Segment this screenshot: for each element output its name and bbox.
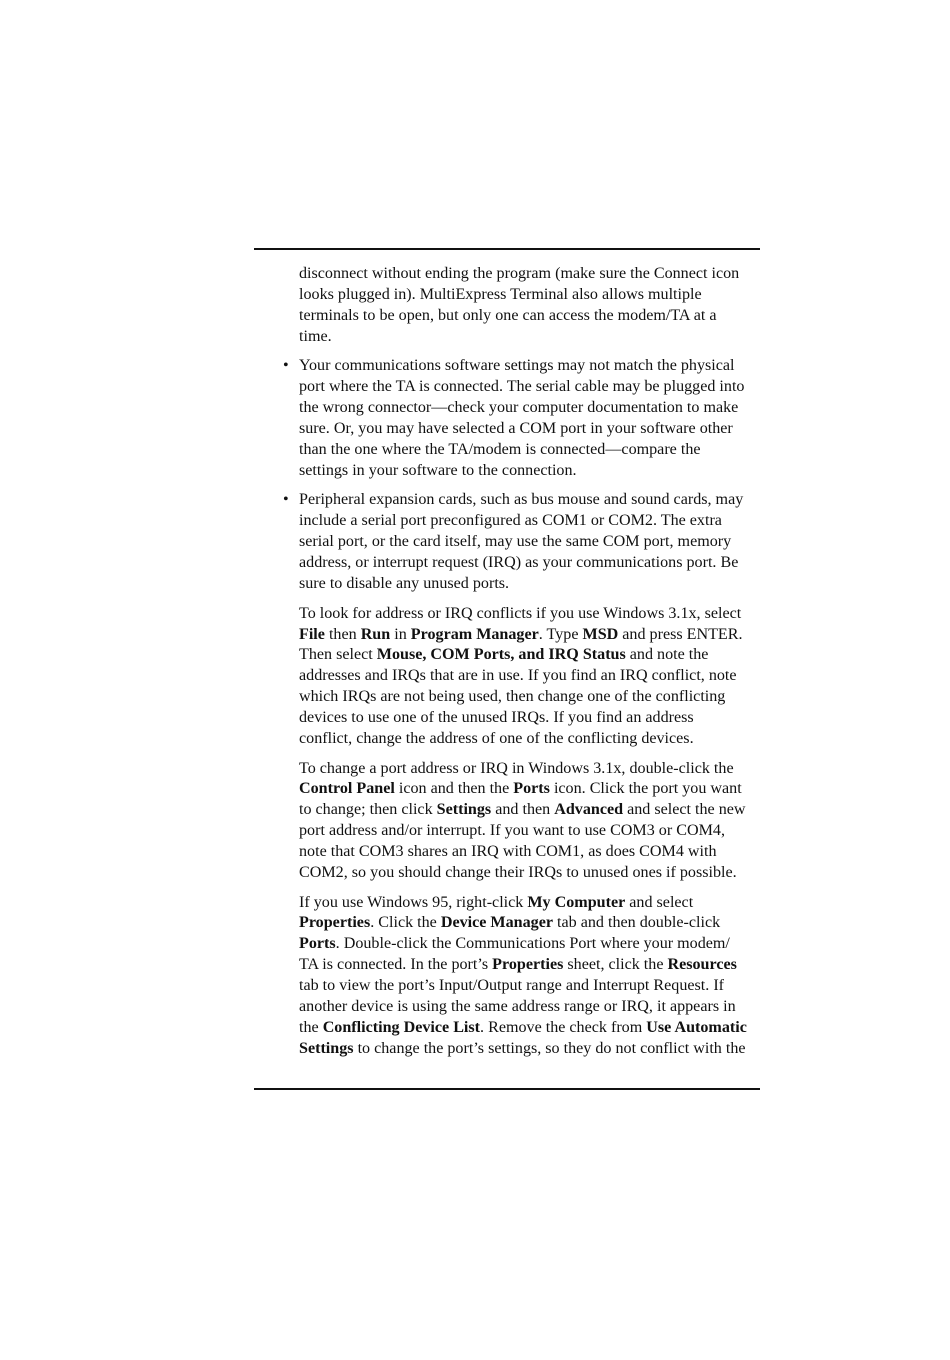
text-line — [299, 1039, 761, 1060]
bold-term: File — [299, 625, 325, 643]
text-run: which IRQs are not being used, then change one of the conflicting — [299, 688, 726, 706]
text-run: note that COM3 shares an IRQ with COM1, as does COM4 with — [299, 842, 717, 860]
page-body — [283, 264, 761, 1068]
bold-term: Run — [360, 625, 391, 643]
text-line — [299, 440, 761, 461]
bold-term: Properties — [492, 956, 564, 974]
text-line — [299, 461, 761, 482]
text-line — [299, 729, 761, 750]
text-run: tab and then double-click — [553, 914, 721, 932]
body-paragraph — [299, 604, 761, 750]
text-line — [299, 687, 761, 708]
text-line — [299, 625, 761, 646]
text-run: and then — [491, 801, 555, 819]
bold-term: Settings — [436, 801, 492, 819]
text-run: . Click the — [370, 914, 441, 932]
text-run: the — [299, 1018, 323, 1036]
text-line — [299, 821, 761, 842]
text-run: icon. Click the port you want — [549, 780, 742, 798]
bold-term: Control Panel — [299, 780, 395, 798]
header-rule — [254, 248, 760, 250]
text-run: port address and/or interrupt. If you want to use COM3 or COM4, — [299, 822, 725, 840]
text-line — [299, 532, 761, 553]
text-run: . Type — [538, 625, 583, 643]
text-line — [299, 955, 761, 976]
text-run: sure to disable any unused ports. — [299, 574, 510, 592]
bold-term: Resources — [667, 956, 737, 974]
text-line — [299, 490, 761, 511]
text-run: settings in your software to the connection. — [299, 461, 577, 479]
bold-term: Device Manager — [440, 914, 554, 932]
text-run: Peripheral expansion cards, such as bus mouse and sound cards, may — [299, 491, 744, 509]
text-run: To change a port address or IRQ in Windows 3.1x, double-click the — [299, 759, 734, 777]
bold-term: Settings — [299, 1039, 354, 1057]
text-run: port where the TA is connected. The serial cable may be plugged into — [299, 378, 745, 396]
text-run: address, or interrupt request (IRQ) as your communications port. Be — [299, 553, 739, 571]
text-run: and press ENTER. — [618, 625, 743, 643]
text-run: and select the new — [623, 801, 746, 819]
text-run: time. — [299, 327, 332, 345]
text-run: terminals to be open, but only one can access the modem/TA at a — [299, 306, 717, 324]
text-line — [299, 419, 761, 440]
text-line — [299, 1018, 761, 1039]
text-line — [299, 604, 761, 625]
text-line — [299, 356, 761, 377]
text-line — [299, 377, 761, 398]
bold-term: Ports — [299, 935, 336, 953]
bold-term: Properties — [299, 914, 371, 932]
text-line — [299, 574, 761, 595]
text-run: COM2, so you should change their IRQs to unused ones if possible. — [299, 863, 737, 881]
text-run: addresses and IRQs that are in use. If you find an IRQ conflict, note — [299, 667, 737, 685]
text-run: than the one where the TA/modem is connected—compare the — [299, 440, 701, 458]
text-run: the wrong connector—check your computer documentation to make — [299, 399, 739, 417]
bullet-icon: • — [283, 357, 289, 375]
text-run: sure. Or, you may have selected a COM port in your software other — [299, 419, 733, 437]
bullet-list-item — [283, 356, 761, 481]
text-line — [299, 327, 761, 348]
body-paragraph — [299, 264, 761, 347]
text-run: in — [390, 625, 411, 643]
text-run: and note the — [625, 646, 709, 664]
text-line — [299, 863, 761, 884]
bold-term: My Computer — [527, 893, 626, 911]
text-line — [299, 285, 761, 306]
text-line — [299, 779, 761, 800]
text-line — [299, 511, 761, 532]
text-line — [299, 553, 761, 574]
text-run: . Remove the check from — [480, 1018, 647, 1036]
text-line — [299, 398, 761, 419]
text-line — [299, 997, 761, 1018]
text-run: looks plugged in). MultiExpress Terminal also allows multiple — [299, 285, 702, 303]
text-run: to change the port’s settings, so they do not conflict with the — [353, 1039, 746, 1057]
text-run: then — [324, 625, 361, 643]
bold-term: Ports — [513, 780, 550, 798]
body-paragraph — [299, 759, 761, 884]
bold-term: Program Manager — [410, 625, 539, 643]
footer-rule — [254, 1088, 760, 1090]
text-run: tab to view the port’s Input/Output range and Interrupt Request. If — [299, 977, 725, 994]
text-run: devices to use one of the unused IRQs. If you find an address — [299, 708, 694, 726]
text-run: disconnect without ending the program (make sure the Connect icon — [299, 265, 740, 282]
bold-term: Conflicting Device List — [322, 1018, 481, 1036]
text-line — [299, 913, 761, 934]
text-run: sheet, click the — [563, 956, 668, 974]
text-run: to change; then click — [299, 801, 437, 819]
bold-term: Use Automatic — [646, 1018, 747, 1036]
bullet-icon: • — [283, 491, 289, 509]
text-line — [299, 666, 761, 687]
text-line — [299, 893, 761, 914]
text-line — [299, 759, 761, 780]
text-run: another device is using the same address range or IRQ, it appears in — [299, 997, 736, 1015]
text-run: conflict, change the address of one of the conflicting devices. — [299, 729, 694, 747]
text-run: To look for address or IRQ conflicts if you use Windows 3.1x, select — [299, 604, 742, 622]
bold-term: MSD — [582, 625, 619, 643]
text-line — [299, 645, 761, 666]
bold-term: Advanced — [554, 801, 624, 819]
bullet-list-item — [283, 490, 761, 594]
text-line — [299, 934, 761, 955]
text-run: . Double-click the Communications Port where your modem/ — [335, 935, 730, 953]
text-line — [299, 842, 761, 863]
text-line — [299, 708, 761, 729]
text-run: icon and then the — [394, 780, 514, 798]
text-run: Then select — [299, 646, 377, 664]
text-run: If you use Windows 95, right-click — [299, 893, 528, 911]
text-line — [299, 264, 761, 285]
text-run: serial port, or the card itself, may use the same COM port, memory — [299, 533, 732, 551]
text-line — [299, 976, 761, 997]
text-line — [299, 306, 761, 327]
text-run: include a serial port preconfigured as COM1 or COM2. The extra — [299, 512, 722, 530]
body-paragraph — [299, 893, 761, 1060]
text-run: TA is connected. In the port’s — [299, 956, 493, 974]
text-line — [299, 800, 761, 821]
text-run: Your communications software settings may not match the physical — [299, 357, 735, 375]
bold-term: Mouse, COM Ports, and IRQ Status — [376, 646, 626, 664]
text-run: and select — [625, 893, 694, 911]
